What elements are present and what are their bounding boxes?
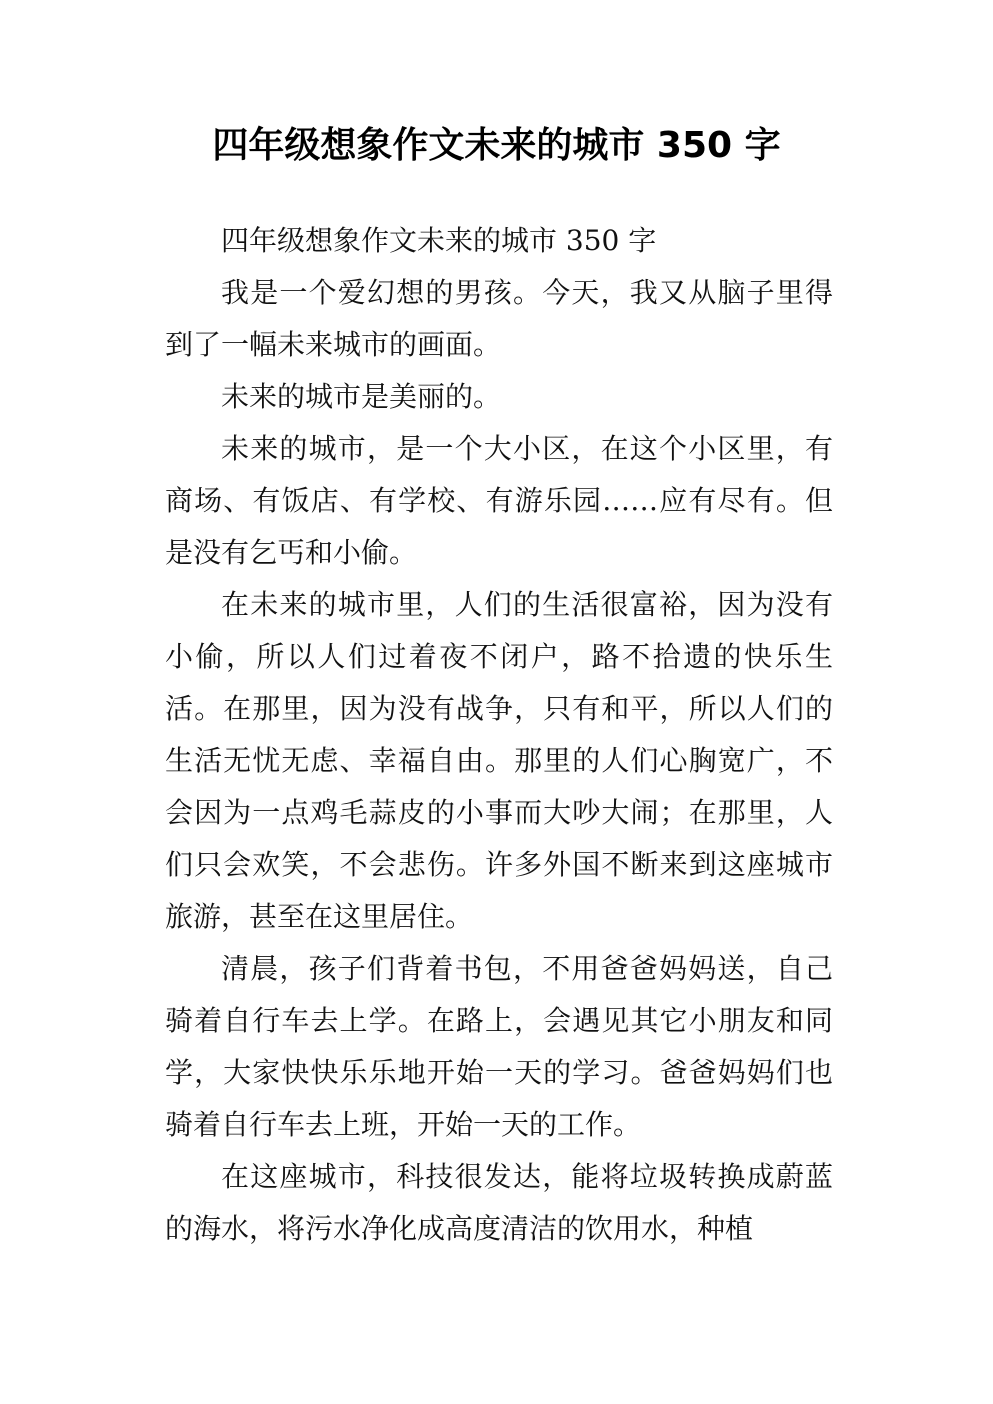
body-paragraph: 四年级想象作文未来的城市 350 字 xyxy=(221,224,657,257)
body-paragraph: 未来的城市是美丽的。 xyxy=(221,380,502,413)
body-paragraph: 未来的城市，是一个大小区，在这个小区里，有商场、有饭店、有学校、有游乐园……应有尽有。但是没有乞丐和小偷。 xyxy=(165,432,833,569)
body-paragraph: 在未来的城市里，人们的生活很富裕，因为没有小偷，所以人们过着夜不闭户，路不拾遗的快乐生活。在那里，因为没有战争，只有和平，所以人们的生活无忧无虑、幸福自由。那里的人们心胸宽广，不会因为一点鸡毛蒜皮的小事而大吵大闹；在那里，人们只会欢笑，不会悲伤。许多外国不断来到这座城市旅游，甚至在这里居住。 xyxy=(165,588,833,933)
document-body xyxy=(165,215,833,1255)
body-paragraph: 我是一个爱幻想的男孩。今天，我又从脑子里得到了一幅未来城市的画面。 xyxy=(165,276,833,361)
document-title: 四年级想象作文未来的城市 350 字 xyxy=(212,125,781,166)
body-paragraph: 在这座城市，科技很发达，能将垃圾转换成蔚蓝的海水，将污水净化成高度清洁的饮用水，种植 xyxy=(165,1160,833,1245)
body-paragraph: 清晨，孩子们背着书包，不用爸爸妈妈送，自己骑着自行车去上学。在路上，会遇见其它小朋友和同学，大家快快乐乐地开始一天的学习。爸爸妈妈们也骑着自行车去上班，开始一天的工作。 xyxy=(165,952,833,1141)
